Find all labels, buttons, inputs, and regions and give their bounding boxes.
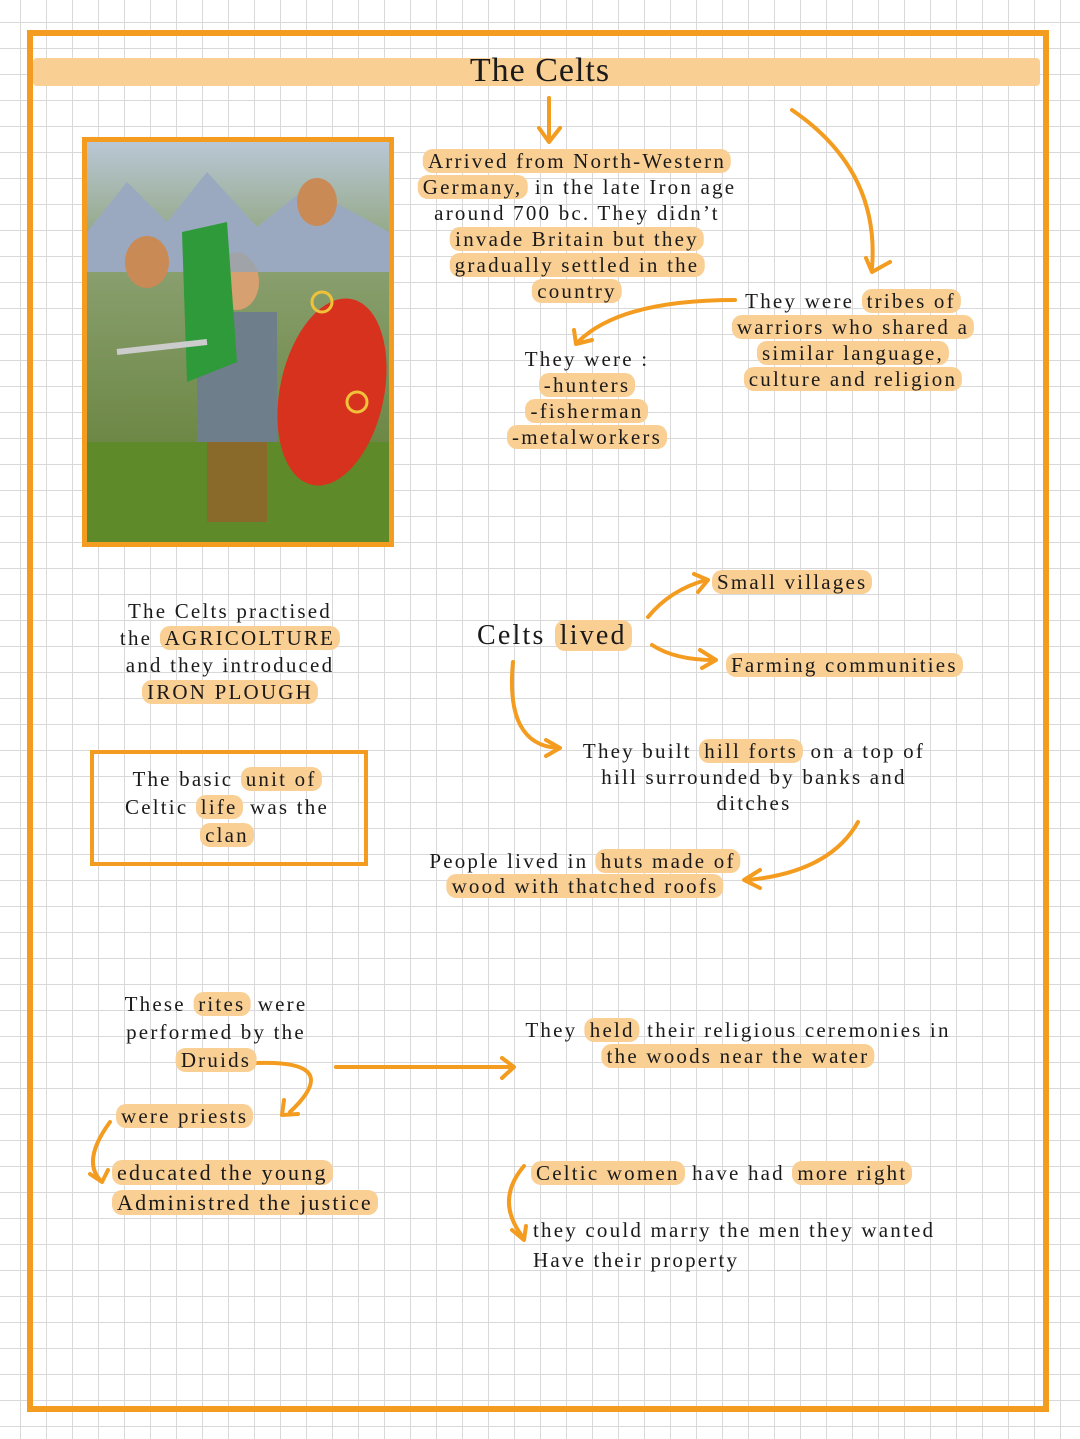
text: on a top of	[803, 739, 926, 763]
highlighted-text: hill forts	[699, 739, 803, 763]
note-line	[418, 200, 737, 226]
text: People lived in	[429, 849, 596, 873]
note-line	[418, 252, 737, 278]
note-arrived	[418, 148, 737, 304]
highlighted-text: similar language,	[757, 341, 949, 365]
note-line	[112, 1158, 378, 1188]
note-priests	[116, 1103, 253, 1129]
note-line	[533, 1245, 935, 1275]
text: Have their property	[533, 1248, 740, 1272]
note-line	[429, 874, 740, 899]
highlighted-text: were priests	[116, 1104, 253, 1128]
note-line	[732, 288, 974, 314]
text: have had	[684, 1161, 793, 1185]
text: in the late Iron age	[527, 175, 737, 199]
note-line	[125, 793, 329, 821]
note-line	[125, 990, 308, 1018]
text: performed by the	[126, 1020, 306, 1044]
page-title: The Celts	[469, 52, 611, 89]
arrow-title-to-arrived	[539, 98, 560, 142]
note-lived	[477, 618, 632, 654]
highlighted-text: clan	[200, 823, 254, 847]
highlighted-text: Germany,	[418, 175, 528, 199]
highlighted-text: invade Britain but they	[450, 227, 704, 251]
note-line	[531, 1160, 912, 1186]
highlighted-text: Druids	[176, 1048, 256, 1072]
highlighted-text: gradually settled in the	[450, 253, 705, 277]
note-line	[418, 174, 737, 200]
note-line	[418, 226, 737, 252]
arrow-to-huts	[744, 822, 858, 888]
highlighted-text: lived	[555, 620, 632, 651]
highlighted-text: the woods near the water	[602, 1044, 875, 1068]
arrow-priests-to-educated	[90, 1122, 110, 1182]
highlighted-text: -fisherman	[526, 399, 649, 423]
note-line	[112, 1188, 378, 1218]
highlighted-text: Celtic women	[531, 1161, 685, 1185]
note-line	[507, 346, 667, 372]
note-tribes	[732, 288, 974, 392]
note-line	[726, 652, 963, 678]
arrow-to-forts	[512, 662, 560, 756]
text: These	[124, 992, 194, 1016]
text: and they introduced	[125, 653, 335, 677]
highlighted-text: Administred the justice	[112, 1190, 378, 1215]
note-rites	[125, 990, 308, 1074]
highlighted-text: Arrived from North-Western	[423, 149, 731, 173]
note-line	[120, 679, 340, 706]
text: around 700 bc. They didn’t	[434, 201, 720, 225]
text: hill surrounded by banks and	[601, 765, 907, 789]
arrow-to-farming	[652, 645, 716, 668]
note-line	[583, 764, 925, 790]
note-line	[525, 1017, 950, 1043]
note-educated	[112, 1158, 378, 1218]
highlighted-text: -metalworkers	[507, 425, 667, 449]
note-forts	[583, 738, 925, 816]
text: was the	[242, 795, 330, 819]
note-farming	[726, 652, 963, 678]
highlighted-text: life	[196, 795, 243, 819]
note-line	[125, 1046, 308, 1074]
arrow-to-tribes	[792, 110, 890, 272]
arrow-women-to-marry	[509, 1166, 526, 1240]
note-line	[732, 314, 974, 340]
text: were	[250, 992, 308, 1016]
note-line	[429, 849, 740, 874]
highlighted-text: rites	[193, 992, 250, 1016]
highlighted-text: warriors who shared a	[732, 315, 974, 339]
note-line	[120, 652, 340, 679]
note-held	[525, 1017, 950, 1069]
text: They built	[582, 739, 700, 763]
note-line	[732, 366, 974, 392]
text: their religious ceremonies in	[639, 1018, 951, 1042]
note-line	[583, 790, 925, 816]
text: they could marry the men they wanted	[533, 1218, 936, 1242]
highlighted-text: IRON PLOUGH	[142, 680, 318, 704]
note-line	[533, 1215, 935, 1245]
arrow-rites-to-held	[336, 1058, 514, 1078]
text: Celts	[477, 620, 555, 651]
note-jobs	[507, 346, 667, 450]
note-line	[418, 148, 737, 174]
note-huts	[429, 849, 740, 899]
text: ditches	[716, 791, 792, 815]
text: Celtic	[124, 795, 196, 819]
note-line	[712, 569, 872, 595]
highlighted-text: tribes of	[862, 289, 961, 313]
text: The basic	[132, 767, 241, 791]
note-clan	[125, 765, 329, 849]
note-line	[732, 340, 974, 366]
highlighted-text: educated the young	[112, 1160, 333, 1185]
highlighted-text: -hunters	[539, 373, 635, 397]
highlighted-text: AGRICOLTURE	[160, 626, 340, 650]
note-line	[507, 372, 667, 398]
text: The Celts practised	[128, 599, 332, 623]
note-line	[125, 765, 329, 793]
note-line	[583, 738, 925, 764]
note-line	[125, 1018, 308, 1046]
highlighted-text: culture and religion	[744, 367, 962, 391]
note-line	[125, 821, 329, 849]
note-line	[525, 1043, 950, 1069]
note-line	[120, 598, 340, 625]
highlighted-text: country	[532, 279, 622, 303]
text: They were	[745, 289, 862, 313]
highlighted-text: Farming communities	[726, 653, 963, 677]
note-line	[507, 424, 667, 450]
text: They were :	[524, 347, 650, 371]
note-agri	[120, 598, 340, 706]
note-line	[507, 398, 667, 424]
highlighted-text: held	[585, 1018, 640, 1042]
text: the	[119, 626, 160, 650]
note-villages	[712, 569, 872, 595]
arrow-to-jobs	[574, 300, 735, 344]
highlighted-text: unit of	[241, 767, 322, 791]
note-women	[531, 1160, 912, 1186]
highlighted-text: huts made of	[596, 849, 741, 873]
highlighted-text: wood with thatched roofs	[447, 874, 724, 898]
note-marry	[533, 1215, 935, 1275]
note-line	[120, 625, 340, 652]
highlighted-text: Small villages	[712, 570, 872, 594]
highlighted-text: more right	[792, 1161, 912, 1185]
text: They	[525, 1018, 585, 1042]
arrow-to-villages	[648, 574, 708, 617]
note-line	[116, 1103, 253, 1129]
note-line	[477, 618, 632, 654]
note-line	[418, 278, 737, 304]
